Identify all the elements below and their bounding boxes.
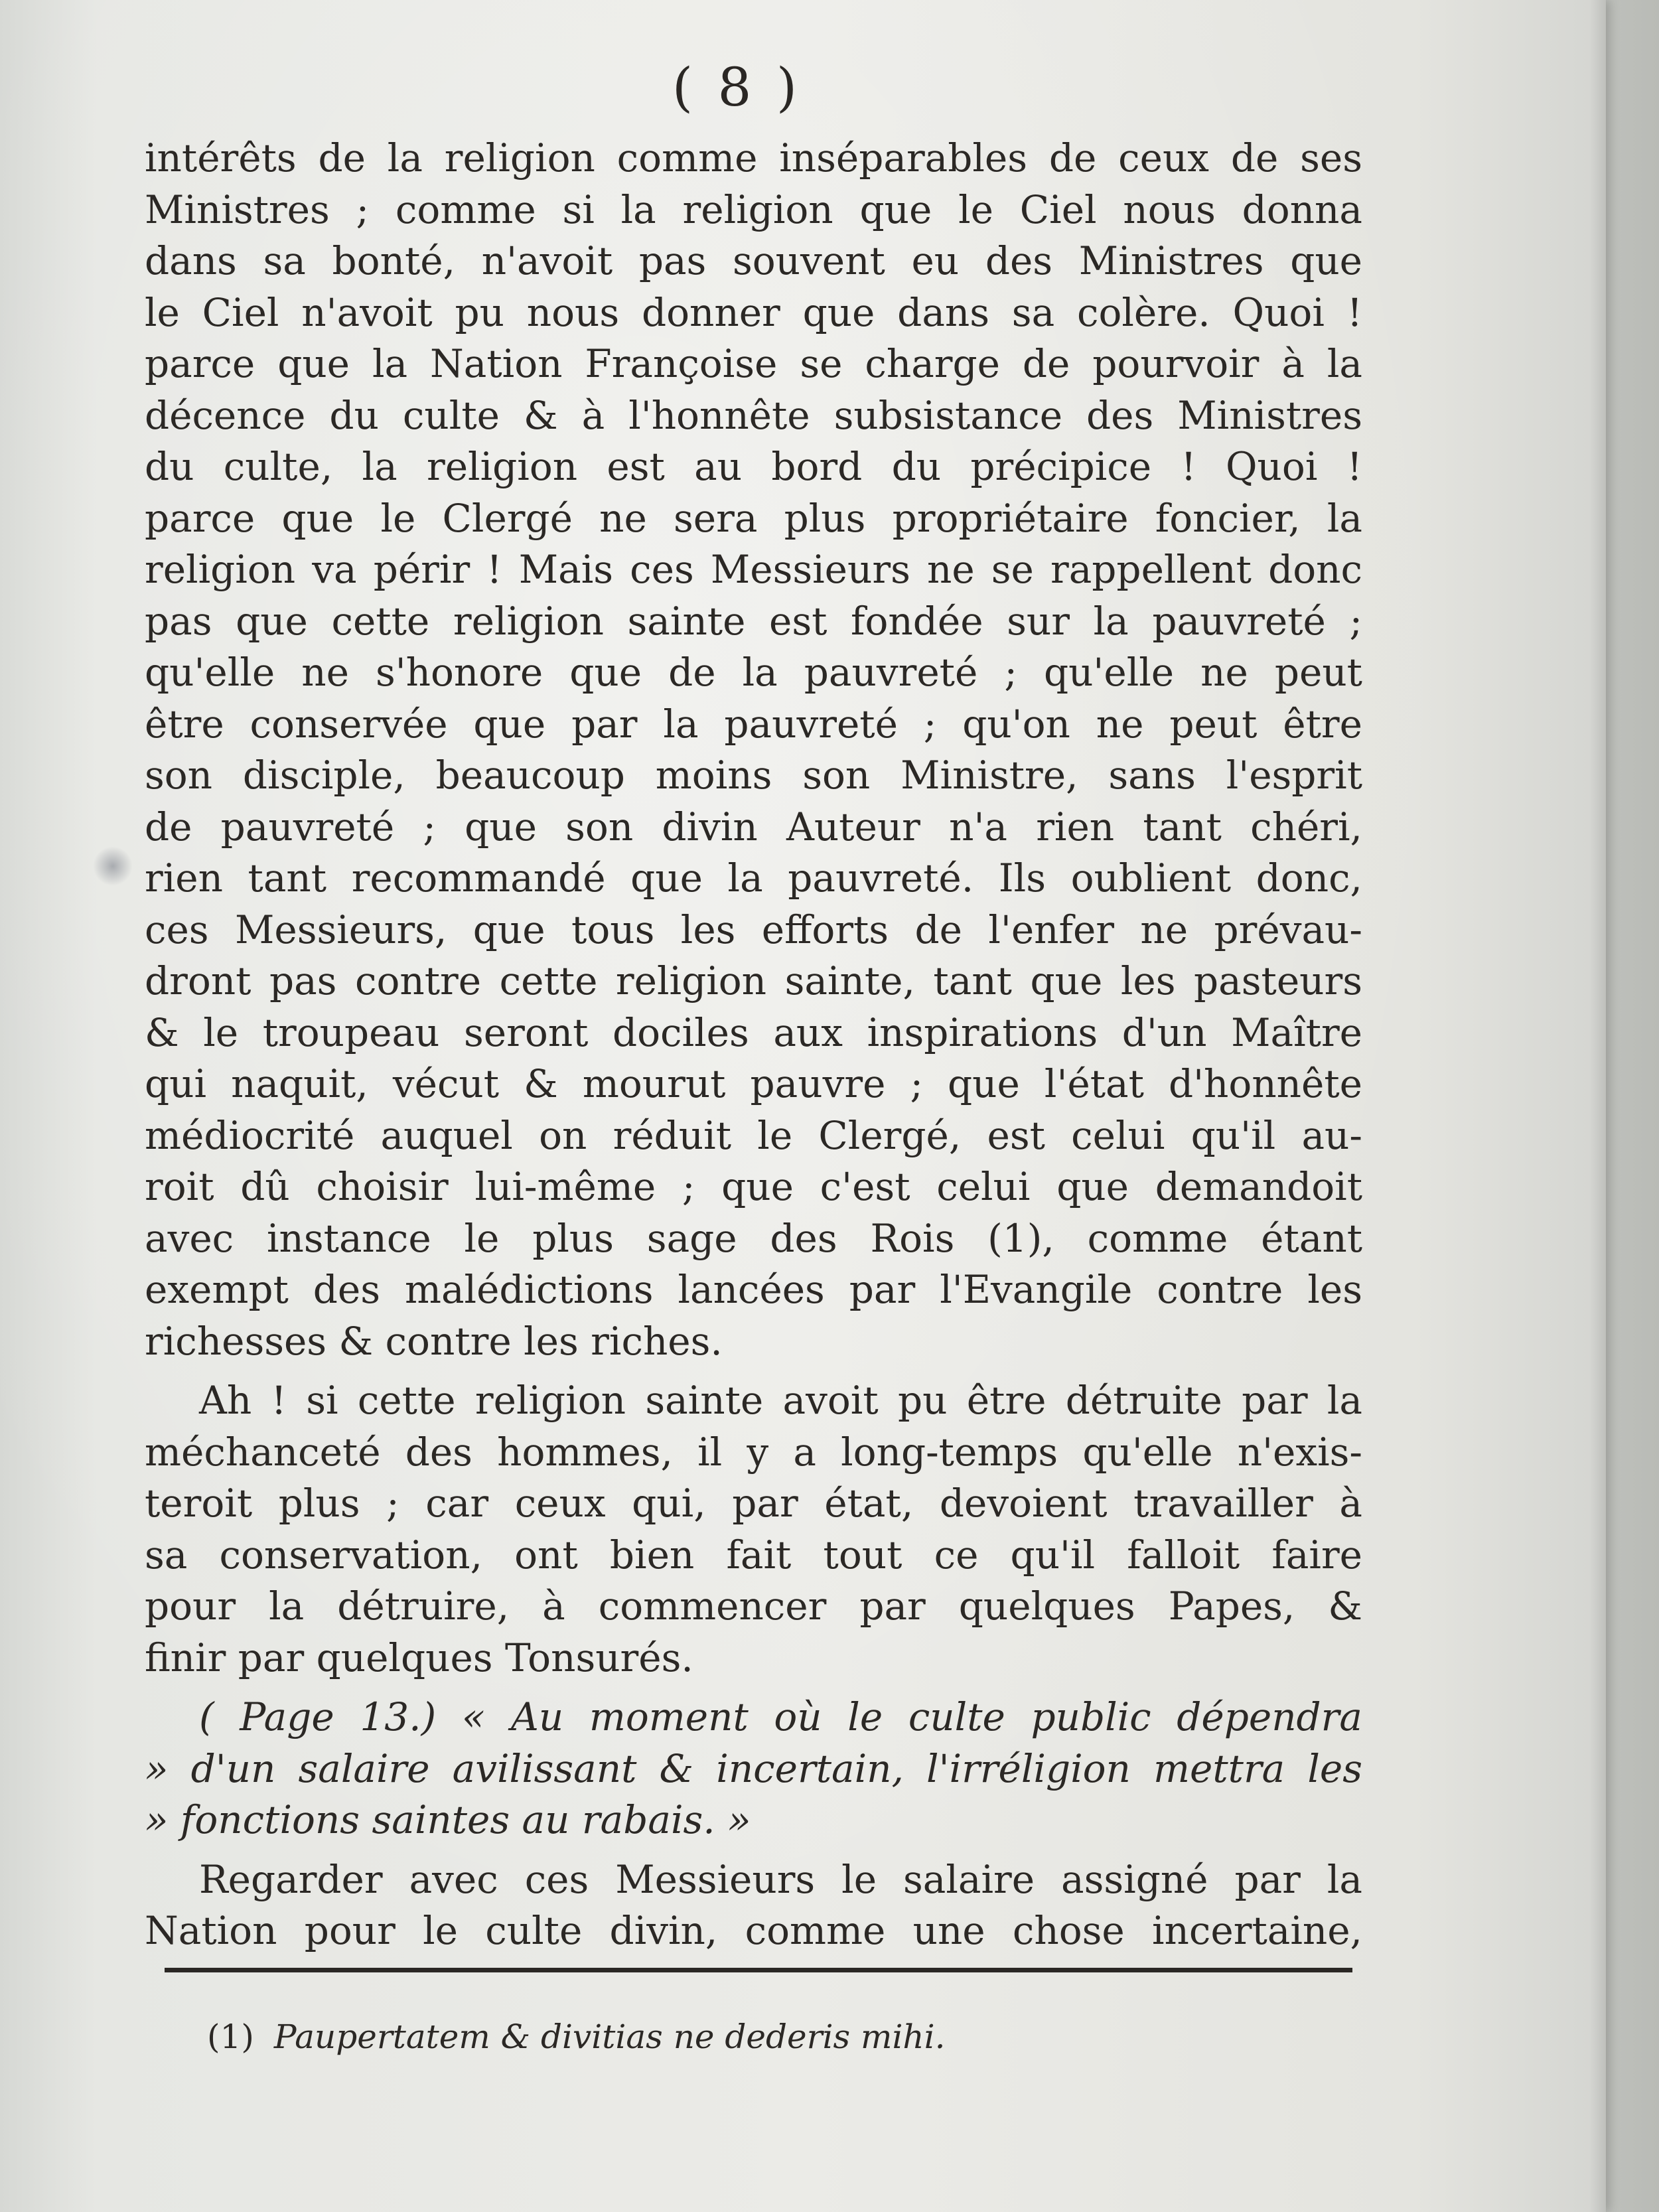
- text-line: » d'un salaire avilissant & incertain, l'irréligion mettra les: [145, 1745, 1362, 1791]
- text-line: & le troupeau seront dociles aux inspirations d'un Maître: [145, 1009, 1362, 1055]
- text-line: » fonctions saintes au rabais. »: [145, 1797, 751, 1842]
- text-line: de pauvreté ; que son divin Auteur n'a rien tant chéri,: [145, 804, 1362, 849]
- text-line: roit dû choisir lui-même ; que c'est celui que demandoit: [145, 1164, 1362, 1209]
- text-line: médiocrité auquel on réduit le Clergé, est celui qu'il au-: [145, 1112, 1362, 1158]
- text-line: dront pas contre cette religion sainte, tant que les pasteurs: [145, 958, 1362, 1003]
- text-line: rien tant recommandé que la pauvreté. Ils oublient donc,: [145, 855, 1362, 901]
- footnote-text: Paupertatem & divitias ne dederis mihi.: [273, 2018, 946, 2056]
- text-line: Nation pour le culte divin, comme une chose incertaine,: [145, 1908, 1362, 1953]
- text-line: avec instance le plus sage des Rois (1), comme étant: [145, 1215, 1362, 1261]
- text-line: pas que cette religion sainte est fondée sur la pauvreté ;: [145, 598, 1362, 644]
- footnote-marker: (1): [207, 2018, 254, 2056]
- text-line: ces Messieurs, que tous les efforts de l'enfer ne prévau-: [145, 907, 1362, 952]
- page-number: ( 8 ): [672, 56, 802, 118]
- text-line: le Ciel n'avoit pu nous donner que dans sa colère. Quoi !: [145, 289, 1362, 335]
- text-line: Regarder avec ces Messieurs le salaire assigné par la: [199, 1856, 1362, 1902]
- text-line: être conservée que par la pauvreté ; qu'on ne peut être: [145, 701, 1362, 747]
- paragraph-4: [145, 1854, 1362, 1957]
- quotation: [145, 1692, 1362, 1846]
- text-line: son disciple, beaucoup moins son Ministre, sans l'esprit: [145, 753, 1362, 798]
- text-line: pour la détruire, à commencer par quelques Papes, &: [145, 1584, 1362, 1629]
- page-edge-shadow: [1589, 0, 1606, 2212]
- text-line: religion va périr ! Mais ces Messieurs ne se rappellent donc: [145, 547, 1362, 592]
- text-line: teroit plus ; car ceux qui, par état, devoient travailler à: [145, 1481, 1362, 1526]
- text-line: Ah ! si cette religion sainte avoit pu être détruite par la: [199, 1378, 1362, 1423]
- text-line: exempt des malédictions lancées par l'Evangile contre les: [145, 1267, 1362, 1312]
- text-line: intérêts de la religion comme inséparables de ceux de ses: [145, 135, 1362, 181]
- text-line: Ministres ; comme si la religion que le Ciel nous donna: [145, 186, 1362, 232]
- text-line: dans sa bonté, n'avoit pas souvent eu des Ministres que: [145, 238, 1362, 283]
- text-line: sa conservation, ont bien fait tout ce qu'il falloit faire: [145, 1532, 1362, 1578]
- text-line: finir par quelques Tonsurés.: [145, 1635, 693, 1680]
- text-line: décence du culte & à l'honnête subsistance des Ministres: [145, 392, 1362, 438]
- text-line: méchanceté des hommes, il y a long-temps qu'elle n'exis-: [145, 1429, 1362, 1475]
- ink-smudge: [93, 846, 133, 886]
- text-line: parce que la Nation Françoise se charge de pourvoir à la: [145, 341, 1362, 386]
- footnote-rule: [165, 1968, 1352, 1972]
- footnote: [207, 2018, 946, 2056]
- text-line: qui naquit, vécut & mourut pauvre ; que l'état d'honnête: [145, 1061, 1362, 1106]
- text-line: parce que le Clergé ne sera plus propriétaire foncier, la: [145, 495, 1362, 541]
- paragraph-2: [145, 1375, 1362, 1684]
- text-line: du culte, la religion est au bord du précipice ! Quoi !: [145, 444, 1362, 489]
- text-line: qu'elle ne s'honore que de la pauvreté ; qu'elle ne peut: [145, 650, 1362, 695]
- text-line: ( Page 13.) « Au moment où le culte public dépendra: [199, 1694, 1362, 1739]
- paragraph-1: [145, 133, 1362, 1367]
- text-line: richesses & contre les riches.: [145, 1318, 723, 1364]
- body-text: [145, 133, 1362, 1957]
